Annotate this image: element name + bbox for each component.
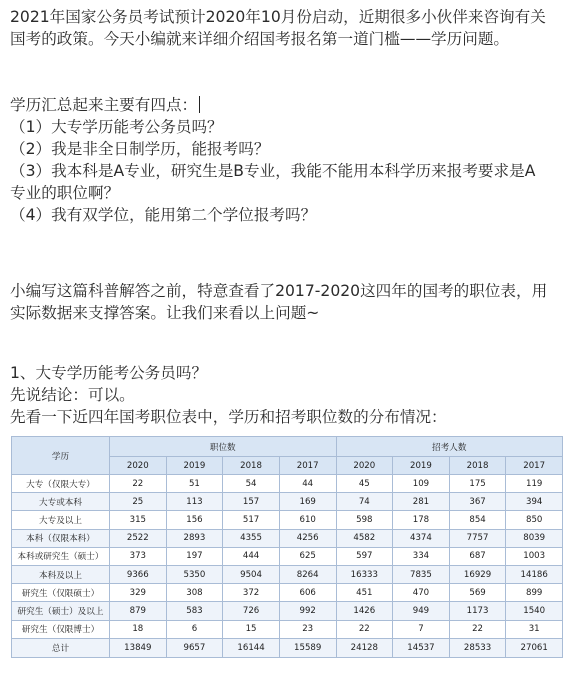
row-label: 研究生（仅限博士） <box>12 620 110 638</box>
question-list <box>10 94 570 226</box>
table-cell: 16144 <box>223 638 280 657</box>
table-header-row <box>12 437 563 457</box>
table-cell: 14537 <box>393 638 450 657</box>
header-year: 2019 <box>166 457 223 475</box>
table-cell: 22 <box>449 620 506 638</box>
positions-table <box>11 436 563 658</box>
text-cursor <box>199 96 200 113</box>
table-cell: 113 <box>166 493 223 511</box>
table-cell: 16929 <box>449 565 506 583</box>
table-cell: 372 <box>223 584 280 602</box>
table-cell: 315 <box>110 511 167 529</box>
table-cell: 2522 <box>110 529 167 547</box>
table-cell: 169 <box>279 493 336 511</box>
table-cell: 4582 <box>336 529 393 547</box>
table-cell: 610 <box>279 511 336 529</box>
table-cell: 726 <box>223 602 280 620</box>
text-line: 2021年国家公务员考试预计2020年10月份启动，近期很多小伙伴来咨询有关 <box>10 8 546 26</box>
text-line: 实际数据来支撑答案。让我们来看以上问题~ <box>10 304 320 322</box>
method-paragraph <box>10 280 570 324</box>
table-cell: 2893 <box>166 529 223 547</box>
table-cell: 6 <box>166 620 223 638</box>
table-cell: 1003 <box>506 547 563 565</box>
table-row <box>12 475 563 493</box>
table-cell: 4374 <box>393 529 450 547</box>
header-recruit-count: 招考人数 <box>336 437 563 457</box>
table-cell: 5350 <box>166 565 223 583</box>
table-cell: 14186 <box>506 565 563 583</box>
row-label: 研究生（硕士）及以上 <box>12 602 110 620</box>
table-cell: 8039 <box>506 529 563 547</box>
header-year: 2020 <box>336 457 393 475</box>
table-cell: 598 <box>336 511 393 529</box>
table-cell: 9366 <box>110 565 167 583</box>
header-year: 2018 <box>223 457 280 475</box>
table-cell: 517 <box>223 511 280 529</box>
table-cell: 44 <box>279 475 336 493</box>
question-item: （1）大专学历能考公务员吗？ <box>10 118 223 136</box>
row-label: 本科（仅限本科） <box>12 529 110 547</box>
table-row <box>12 584 563 602</box>
table-cell: 18 <box>110 620 167 638</box>
table-cell: 949 <box>393 602 450 620</box>
table-cell: 583 <box>166 602 223 620</box>
table-cell: 1173 <box>449 602 506 620</box>
table-cell: 334 <box>393 547 450 565</box>
table-cell: 24128 <box>336 638 393 657</box>
table-cell: 367 <box>449 493 506 511</box>
row-label: 研究生（仅限硕士） <box>12 584 110 602</box>
row-label: 大专及以上 <box>12 511 110 529</box>
table-total-row <box>12 638 563 657</box>
table-cell: 23 <box>279 620 336 638</box>
table-cell: 15 <box>223 620 280 638</box>
table-cell: 51 <box>166 475 223 493</box>
table-cell: 9657 <box>166 638 223 657</box>
table-row <box>12 565 563 583</box>
table-cell: 7 <box>393 620 450 638</box>
table-cell: 625 <box>279 547 336 565</box>
table-cell: 687 <box>449 547 506 565</box>
text-line: 小编写这篇科普解答之前，特意查看了2017-2020这四年的国考的职位表，用 <box>10 282 548 300</box>
table-cell: 197 <box>166 547 223 565</box>
table-cell: 329 <box>110 584 167 602</box>
table-row <box>12 602 563 620</box>
table-cell: 8264 <box>279 565 336 583</box>
table-intro-line: 先看一下近四年国考职位表中，学历和招考职位数的分布情况： <box>10 408 447 426</box>
table-cell: 7757 <box>449 529 506 547</box>
table-cell: 1426 <box>336 602 393 620</box>
header-year: 2019 <box>393 457 450 475</box>
table-cell: 606 <box>279 584 336 602</box>
section-1 <box>10 362 570 428</box>
table-cell: 4256 <box>279 529 336 547</box>
table-cell: 9504 <box>223 565 280 583</box>
table-cell: 281 <box>393 493 450 511</box>
table-cell: 16333 <box>336 565 393 583</box>
table-row <box>12 620 563 638</box>
table-cell: 178 <box>393 511 450 529</box>
table-row <box>12 547 563 565</box>
table-cell: 28533 <box>449 638 506 657</box>
text-line: 学历汇总起来主要有四点： <box>10 96 198 114</box>
header-year: 2018 <box>449 457 506 475</box>
table-cell: 308 <box>166 584 223 602</box>
table-row <box>12 511 563 529</box>
table-cell: 31 <box>506 620 563 638</box>
table-cell: 373 <box>110 547 167 565</box>
table-cell: 1540 <box>506 602 563 620</box>
table-cell: 854 <box>449 511 506 529</box>
table-cell: 74 <box>336 493 393 511</box>
table-cell: 444 <box>223 547 280 565</box>
table-cell: 15589 <box>279 638 336 657</box>
table-cell: 451 <box>336 584 393 602</box>
table-cell: 4355 <box>223 529 280 547</box>
table-cell: 899 <box>506 584 563 602</box>
table-cell: 850 <box>506 511 563 529</box>
table-cell: 22 <box>110 475 167 493</box>
table-cell: 25 <box>110 493 167 511</box>
row-label: 大专或本科 <box>12 493 110 511</box>
table-row <box>12 493 563 511</box>
question-item: （4）我有双学位，能用第二个学位报考吗？ <box>10 206 317 224</box>
intro-paragraph <box>10 6 570 50</box>
question-item: （3）我本科是A专业，研究生是B专业，我能不能用本科学历来报考要求是A <box>10 162 536 180</box>
row-label: 大专（仅限大专） <box>12 475 110 493</box>
header-year: 2017 <box>506 457 563 475</box>
header-year: 2017 <box>279 457 336 475</box>
table-cell: 175 <box>449 475 506 493</box>
section-heading: 1、大专学历能考公务员吗？ <box>10 364 208 382</box>
conclusion-line: 先说结论：可以。 <box>10 386 135 404</box>
table-cell: 119 <box>506 475 563 493</box>
row-label: 总计 <box>12 638 110 657</box>
question-item-continued: 专业的职位啊？ <box>10 184 120 202</box>
table-cell: 470 <box>393 584 450 602</box>
table-cell: 879 <box>110 602 167 620</box>
table-cell: 992 <box>279 602 336 620</box>
question-item: （2）我是非全日制学历，能报考吗？ <box>10 140 270 158</box>
table-cell: 569 <box>449 584 506 602</box>
row-label: 本科及以上 <box>12 565 110 583</box>
table-cell: 45 <box>336 475 393 493</box>
table-cell: 27061 <box>506 638 563 657</box>
table-cell: 394 <box>506 493 563 511</box>
table-cell: 54 <box>223 475 280 493</box>
header-year: 2020 <box>110 457 167 475</box>
table-cell: 109 <box>393 475 450 493</box>
row-label: 本科或研究生（硕士） <box>12 547 110 565</box>
table-cell: 22 <box>336 620 393 638</box>
list-heading <box>10 94 570 116</box>
header-position-count: 职位数 <box>110 437 337 457</box>
header-education: 学历 <box>12 437 110 475</box>
table-cell: 597 <box>336 547 393 565</box>
table-row <box>12 529 563 547</box>
table-cell: 13849 <box>110 638 167 657</box>
table-cell: 157 <box>223 493 280 511</box>
table-cell: 7835 <box>393 565 450 583</box>
text-line: 国考的政策。今天小编就来详细介绍国考报名第一道门槛——学历问题。 <box>10 30 510 48</box>
table-cell: 156 <box>166 511 223 529</box>
